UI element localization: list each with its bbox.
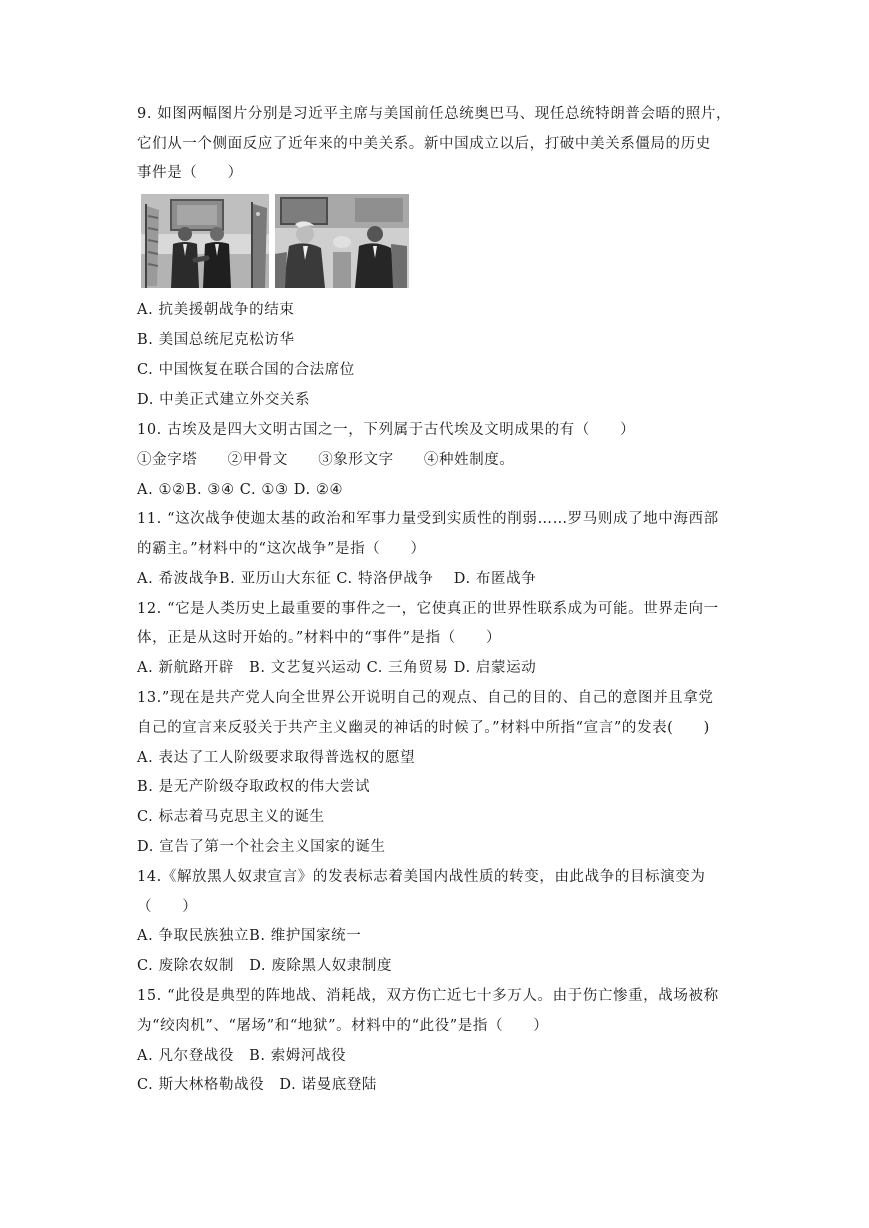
q9-option-b: B. 美国总统尼克松访华 xyxy=(137,332,295,348)
q9-stem-line-2: 它们从一个侧面反应了近年来的中美关系。新中国成立以后，打破中美关系僵局的历史 xyxy=(137,136,711,152)
q10-options: A. ①②B. ③④ C. ①③ D. ②④ xyxy=(137,482,344,498)
q12-stem-line-1: 12. “它是人类历史上最重要的事件之一，它使真正的世界性联系成为可能。世界走向一 xyxy=(137,601,719,617)
q11-stem-line-2: 的霸主。”材料中的“这次战争”是指（ ） xyxy=(137,541,426,557)
q12-stem-line-2: 体，正是从这时开始的。”材料中的“事件”是指（ ） xyxy=(137,630,502,646)
q10-items: ①金字塔 ②甲骨文 ③象形文字 ④种姓制度。 xyxy=(137,452,515,468)
q13-stem-line-1: 13.”现在是共产党人向全世界公开说明自己的观点、自己的目的、自己的意图并且拿党 xyxy=(137,690,714,706)
q14-options-line-2: C. 废除农奴制 D. 废除黑人奴隶制度 xyxy=(137,958,393,974)
q15-stem-line-2: 为“绞肉机”、“屠场”和“地狱”。材料中的“此役”是指（ ） xyxy=(137,1018,549,1034)
q14-options-line-1: A. 争取民族独立B. 维护国家统一 xyxy=(137,928,362,944)
q13-option-b: B. 是无产阶级夺取政权的伟大尝试 xyxy=(137,779,371,795)
q15-options-line-2: C. 斯大林格勒战役 D. 诺曼底登陆 xyxy=(137,1077,378,1093)
q10-stem-line-1: 10. 古埃及是四大文明古国之一，下列属于古代埃及文明成果的有（ ） xyxy=(137,422,636,438)
q13-option-a: A. 表达了工人阶级要求取得普选权的愿望 xyxy=(137,750,416,766)
q13-stem-line-2: 自己的宣言来反驳关于共产主义幽灵的神话的时候了。”材料中所指“宣言”的发表( ) xyxy=(137,720,710,736)
q9-stem-line-1: 9. 如图两幅图片分别是习近平主席与美国前任总统奥巴马、现任总统特朗普会晤的照片， xyxy=(137,106,732,122)
q9-option-c: C. 中国恢复在联合国的合法席位 xyxy=(137,362,355,378)
q11-options: A. 希波战争B. 亚历山大东征 C. 特洛伊战争 D. 布匿战争 xyxy=(137,571,537,587)
q9-photos xyxy=(141,194,409,288)
q15-stem-line-1: 15. “此役是典型的阵地战、消耗战，双方伤亡近七十多万人。由于伤亡惨重，战场被称 xyxy=(137,988,719,1004)
q12-options: A. 新航路开辟 B. 文艺复兴运动 C. 三角贸易 D. 启蒙运动 xyxy=(137,660,537,676)
q9-option-d: D. 中美正式建立外交关系 xyxy=(137,392,311,408)
q9-stem-line-3: 事件是（ ） xyxy=(137,165,243,181)
photo-obama-meeting xyxy=(141,194,269,288)
q9-option-a: A. 抗美援朝战争的结束 xyxy=(137,302,295,318)
q13-option-d: D. 宣告了第一个社会主义国家的诞生 xyxy=(137,839,386,855)
q14-stem-line-2: （ ） xyxy=(137,899,198,915)
q14-stem-line-1: 14.《解放黑人奴隶宣言》的发表标志着美国内战性质的转变，由此战争的目标演变为 xyxy=(137,869,706,885)
q13-option-c: C. 标志着马克思主义的诞生 xyxy=(137,809,325,825)
q15-options-line-1: A. 凡尔登战役 B. 索姆河战役 xyxy=(137,1048,347,1064)
photo-trump-meeting xyxy=(275,194,409,288)
q11-stem-line-1: 11. “这次战争使迦太基的政治和军事力量受到实质性的削弱……罗马则成了地中海西部 xyxy=(137,511,719,527)
